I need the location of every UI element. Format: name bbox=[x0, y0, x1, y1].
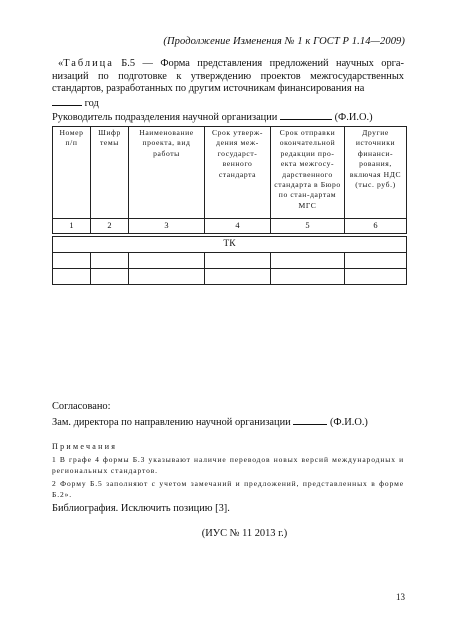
year-blank bbox=[52, 96, 82, 106]
column-number-row bbox=[53, 219, 407, 234]
column-number: 6 bbox=[345, 219, 407, 234]
table-cell bbox=[271, 253, 345, 269]
column-number: 1 bbox=[53, 219, 91, 234]
deputy-director-label: Зам. директора по направлению научной организации bbox=[52, 417, 291, 428]
deputy-director-fio: (Ф.И.О.) bbox=[329, 417, 368, 428]
header-cell: Срок отправки окончательной редакции про-екта межгосу-дарственного стандарта в Бюро по стан-дартам МГС bbox=[271, 127, 345, 219]
caption-line2: низаций по подготовке к утверждению проектов межгосударственных bbox=[52, 70, 404, 82]
table-cell bbox=[345, 269, 407, 285]
column-number: 2 bbox=[91, 219, 129, 234]
header-cell: Срок утверж-дения меж-государст-венного стандарта bbox=[205, 127, 271, 219]
department-head-label: Руководитель подразделения научной организации bbox=[52, 112, 278, 123]
caption-line1: Б.5 — Форма представления предложений научных орга- bbox=[113, 58, 404, 69]
header-cell: Шифр темы bbox=[91, 127, 129, 219]
deputy-director-line bbox=[52, 415, 404, 430]
header-cell: Номер п/п bbox=[53, 127, 91, 219]
caption-prefix: « bbox=[58, 58, 64, 69]
tk-row bbox=[53, 237, 407, 253]
deputy-director-blank bbox=[293, 415, 327, 425]
column-number: 4 bbox=[205, 219, 271, 234]
agreed-label: Согласовано: bbox=[52, 401, 111, 412]
column-number: 3 bbox=[129, 219, 205, 234]
table-row bbox=[53, 253, 407, 269]
table-cell bbox=[91, 253, 129, 269]
ius-reference-wrap bbox=[0, 528, 457, 539]
page-header: (Продолжение Изменения № 1 к ГОСТ Р 1.14—2009) bbox=[163, 36, 405, 47]
table-cell bbox=[53, 269, 91, 285]
header-cell: Другие источники финанси-рования, включая НДС (тыс. руб.) bbox=[345, 127, 407, 219]
table-cell bbox=[129, 269, 205, 285]
page-number: 13 bbox=[396, 592, 405, 602]
table-caption bbox=[52, 58, 404, 110]
table-cell bbox=[205, 269, 271, 285]
table-cell bbox=[345, 253, 407, 269]
department-head-fio: (Ф.И.О.) bbox=[334, 112, 373, 123]
note-item: 1 В графе 4 формы Б.3 указывают наличие переводов новых версий международных и региональных стандартов. bbox=[52, 455, 404, 475]
column-number: 5 bbox=[271, 219, 345, 234]
notes-title: Примечания bbox=[52, 442, 118, 451]
table-cell bbox=[205, 253, 271, 269]
ius-reference: (ИУС № 11 2013 г.) bbox=[201, 528, 288, 539]
table-row bbox=[53, 269, 407, 285]
table-cell bbox=[129, 253, 205, 269]
tk-label: ТК bbox=[53, 237, 407, 253]
header-cell: Наименование проекта, вид работы bbox=[129, 127, 205, 219]
table-header-row bbox=[53, 127, 407, 219]
table-cell bbox=[53, 253, 91, 269]
department-head-line bbox=[52, 110, 404, 125]
caption-table-word: Таблица bbox=[63, 58, 114, 69]
proposal-form-table bbox=[52, 126, 407, 285]
caption-line3: стандартов, разработанных по другим источникам финансирования на bbox=[52, 83, 365, 95]
department-head-blank bbox=[280, 110, 332, 120]
table-cell bbox=[271, 269, 345, 285]
table-cell bbox=[91, 269, 129, 285]
caption-year-word: год bbox=[84, 97, 99, 109]
bibliography-line: Библиография. Исключить позицию [3]. bbox=[52, 503, 230, 514]
note-item: 2 Форму Б.5 заполняют с учетом замечаний и предложений, представленных в форме Б.2». bbox=[52, 479, 404, 499]
